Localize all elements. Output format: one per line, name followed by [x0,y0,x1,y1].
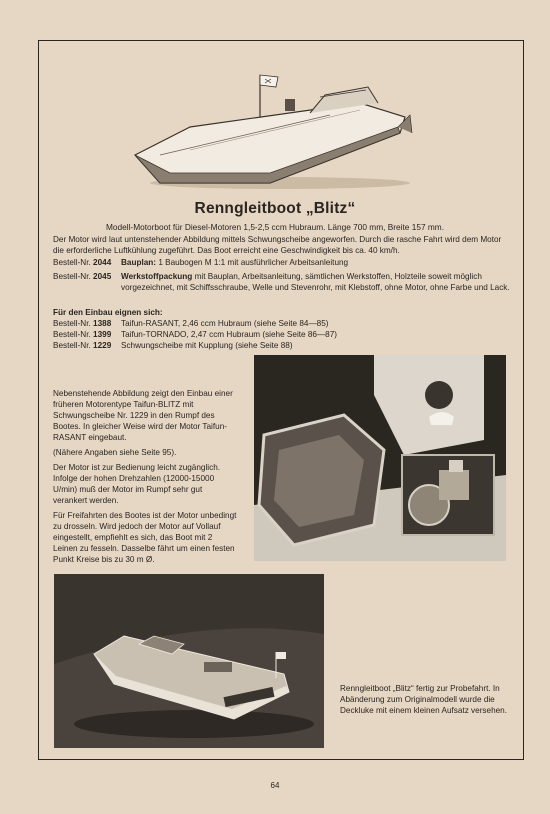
suitable-number: 1388 [93,319,112,328]
suitable-prefix: Bestell-Nr. [53,319,91,328]
page-number: 64 [270,781,280,790]
suitable-prefix: Bestell-Nr. [53,341,91,350]
order-number: 2045 [93,272,112,281]
suitable-heading: Für den Einbau eignen sich: [53,308,163,317]
order-text: mit Bauplan, Arbeitsanleitung, sämtlichen Werkstoffen, Holzteile soweit möglich vorgezeichnet, mit Schiffsschraube, Welle und Stevenrohr, mit Klebstoff, ohne Motor, ohne Farbe und Lack. [121,272,510,292]
boat-illustration [130,55,420,200]
order-description [121,257,513,268]
engine-paragraph: (Nähere Angaben siehe Seite 95). [53,448,177,457]
order-label: Werkstoffpackung [121,272,193,281]
order-number: 2044 [93,258,112,267]
suitable-number: 1399 [93,330,112,339]
engine-installation-photo [254,355,506,561]
suitable-row [53,340,111,351]
order-description [121,271,513,293]
suitable-text: Taifun-RASANT, 2,46 ccm Hubraum (siehe Seite 84—85) [121,319,329,328]
order-prefix: Bestell-Nr. [53,258,91,267]
suitable-prefix: Bestell-Nr. [53,330,91,339]
engine-text-block [53,388,238,569]
suitable-row [53,318,111,329]
page-title: Renngleitboot „Blitz“ [194,200,356,217]
suitable-row [53,329,111,340]
page-subtitle: Modell-Motorboot für Diesel-Motoren 1,5-2,5 ccm Hubraum. Länge 700 mm, Breite 157 mm. [105,222,444,232]
order-row [53,257,111,268]
suitable-text: Taifun-TORNADO, 2,47 ccm Hubraum (siehe Seite 86—87) [121,330,337,339]
engine-paragraph: Für Freifahrten des Bootes ist der Motor unbedingt zu drosseln. Wird jedoch der Motor auf Vollauf eingestellt, empfiehlt es sich, das Boot mit 2 Leinen zu fesseln. Dasselbe fährt um einen festen Punkt Kreise bis zu 30 m Ø. [53,511,237,564]
intro-paragraph: Der Motor wird laut untenstehender Abbildung mittels Schwungscheibe angeworfen. Durch die rasche Fahrt wird dem Motor die erforderliche Luftkühlung zugeführt. Das Boot erreicht eine Geschwindigkeit bis ca. 40 km/h. [53,235,502,255]
order-text: 1 Baubogen M 1:1 mit ausführlicher Arbeitsanleitung [158,258,349,267]
order-row [53,271,111,282]
order-label: Bauplan: [121,258,157,267]
engine-paragraph: Der Motor ist zur Bedienung leicht zugänglich. Infolge der hohen Drehzahlen (12000-15000 U/min) muß der Motor im Rumpf sehr gut verankert werden. [53,463,221,505]
photo-caption: Renngleitboot „Blitz“ fertig zur Probefahrt. In Abänderung zum Originalmodell wurde die Deckluke mit einem kleinen Aufsatz versehen. [340,684,508,715]
suitable-text: Schwungscheibe mit Kupplung (siehe Seite 88) [121,341,293,350]
finished-boat-photo [54,574,324,748]
suitable-number: 1229 [93,341,112,350]
engine-paragraph: Nebenstehende Abbildung zeigt den Einbau einer früheren Motorentype Taifun-BLITZ mit Schwungscheibe Nr. 1229 in den Rumpf des Bootes. In gleicher Weise wird der Motor Taifun-RASANT eingebaut. [53,389,233,442]
order-prefix: Bestell-Nr. [53,272,91,281]
